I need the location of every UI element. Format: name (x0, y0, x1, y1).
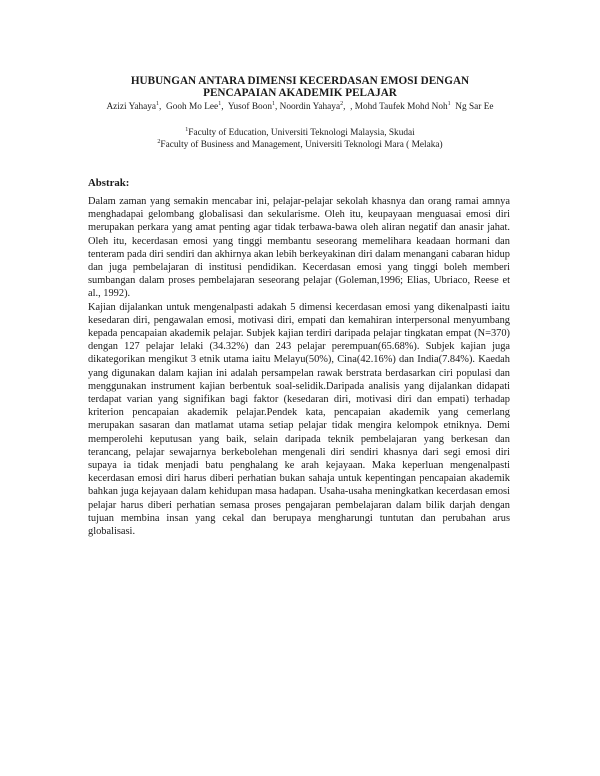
author-affiliation-mark: 1 (218, 101, 222, 107)
affiliation-text: Faculty of Business and Management, Universiti Teknologi Mara ( Melaka) (160, 140, 443, 150)
author-name: Noordin Yahaya (279, 102, 341, 112)
author-name: , Mohd Taufek Mohd Noh (350, 102, 448, 112)
abstract-paragraph: Kajian dijalankan untuk mengenalpasti adakah 5 dimensi kecerdasan emosi yang dikenalpasti iaitu kesedaran diri, pengawalan emosi, motivasi diri, empati dan kemahiran interpersonal menyumbang kepada pencapaian akademik pelajar. Subjek kajian terdiri daripada pelajar tingkatan empat (N=370) dengan 127 pelajar lelaki (34.32%) dan 243 pelajar perempuan(65.68%). Subjek kajian juga dikategorikan mengikut 3 etnik utama iaitu Melayu(50%), Cina(42.16%) dan India(7.84%). Kaedah yang digunakan dalam kajian ini adalah persampelan rawak berstrata berdasarkan ciri populasi dan menggunakan instrument kajian berbentuk soal-selidik.Daripada analisis yang dijalankan didapati terdapat varian yang signifikan bagi faktor (kesedaran diri, motivasi diri dan empati) terhadap kriterion pencapaian akademik pelajar.Pendek kata, pencapaian akademik yang cemerlang merupakan sasaran dan matlamat utama setiap pelajar tidak mengira kelompok etniknya. Demi memperolehi keputusan yang baik, selain daripada teknik pembelajaran yang berkesan dan terancang, pelajar sewajarnya berkebolehan mengenali diri sendiri khasnya dari segi emosi diri supaya ia tidak menjadi batu penghalang ke arah kejayaan. Maka keperluan mengenalpasti kecerdasan emosi diri harus diberi perhatian bukan sahaja untuk kepentingan pencapaian akademik bahkan juga kejayaan dalam kehidupan masa hadapan. Usaha-usaha meningkatkan kecerdasan emosi pelajar harus diberi perhatian semasa proses pengajaran pembelajaran dalam bilik darjah dengan tujuan membina insan yang cekal dan berupaya mengharungi tuntutan dan perubahan arus globalisasi. (88, 301, 510, 538)
author-affiliation-mark: 1 (272, 101, 275, 107)
affiliation-2 (40, 136, 560, 151)
author-name: Ng Sar Ee (455, 102, 494, 112)
affiliation-text: Faculty of Education, Universiti Teknologi Malaysia, Skudai (188, 128, 415, 138)
author-name: Azizi Yahaya (106, 102, 157, 112)
paper-title-line-2: PENCAPAIAN AKADEMIK PELAJAR (203, 87, 397, 99)
author-list: Azizi Yahaya$^1$, Gooh Mo Lee$^1$, Yusof Boon$^1$, Noordin Yahaya$^2$, , Mohd Taufek Mohd Noh$^1$ Ng Sar Ee (106, 101, 494, 112)
author-name: Yusof Boon (227, 102, 272, 112)
paper-title-line-1: HUBUNGAN ANTARA DIMENSI KECERDASAN EMOSI DENGAN (130, 75, 470, 87)
author-name: Gooh Mo Lee (166, 102, 219, 112)
affiliation-mark: 1 (185, 127, 189, 133)
author-affiliation-mark: 2 (340, 101, 344, 107)
affiliation-mark: 2 (157, 139, 161, 145)
abstract-heading: Abstrak: (88, 177, 130, 189)
abstract-paragraph: Dalam zaman yang semakin mencabar ini, pelajar-pelajar sekolah khasnya dan orang ramai amnya menghadapai gelombang globalisasi dan sekularisme. Oleh itu, keupayaan menguasai emosi diri merupakan perkara yang amat penting agar tidak terbawa-bawa oleh aliran negatif dan anasir jahat. Oleh itu, kecerdasan emosi yang tinggi membantu seseorang memelihara keadaan hormani dan tenteram pada diri sendiri dan akhirnya akan lebih berkeyakinan diri dalam menangani cabaran hidup dan juga pembelajaran di institusi pendidikan. Kecerdasan emosi yang tinggi boleh memberi sumbangan dalam proses pembelajaran seseorang pelajar (Goleman,1996; Elias, Ubriaco, Reese et al., 1992). (88, 196, 510, 300)
author-affiliation-mark: 1 (447, 101, 451, 107)
author-affiliation-mark: 1 (156, 101, 160, 107)
abstract-body (88, 195, 510, 538)
